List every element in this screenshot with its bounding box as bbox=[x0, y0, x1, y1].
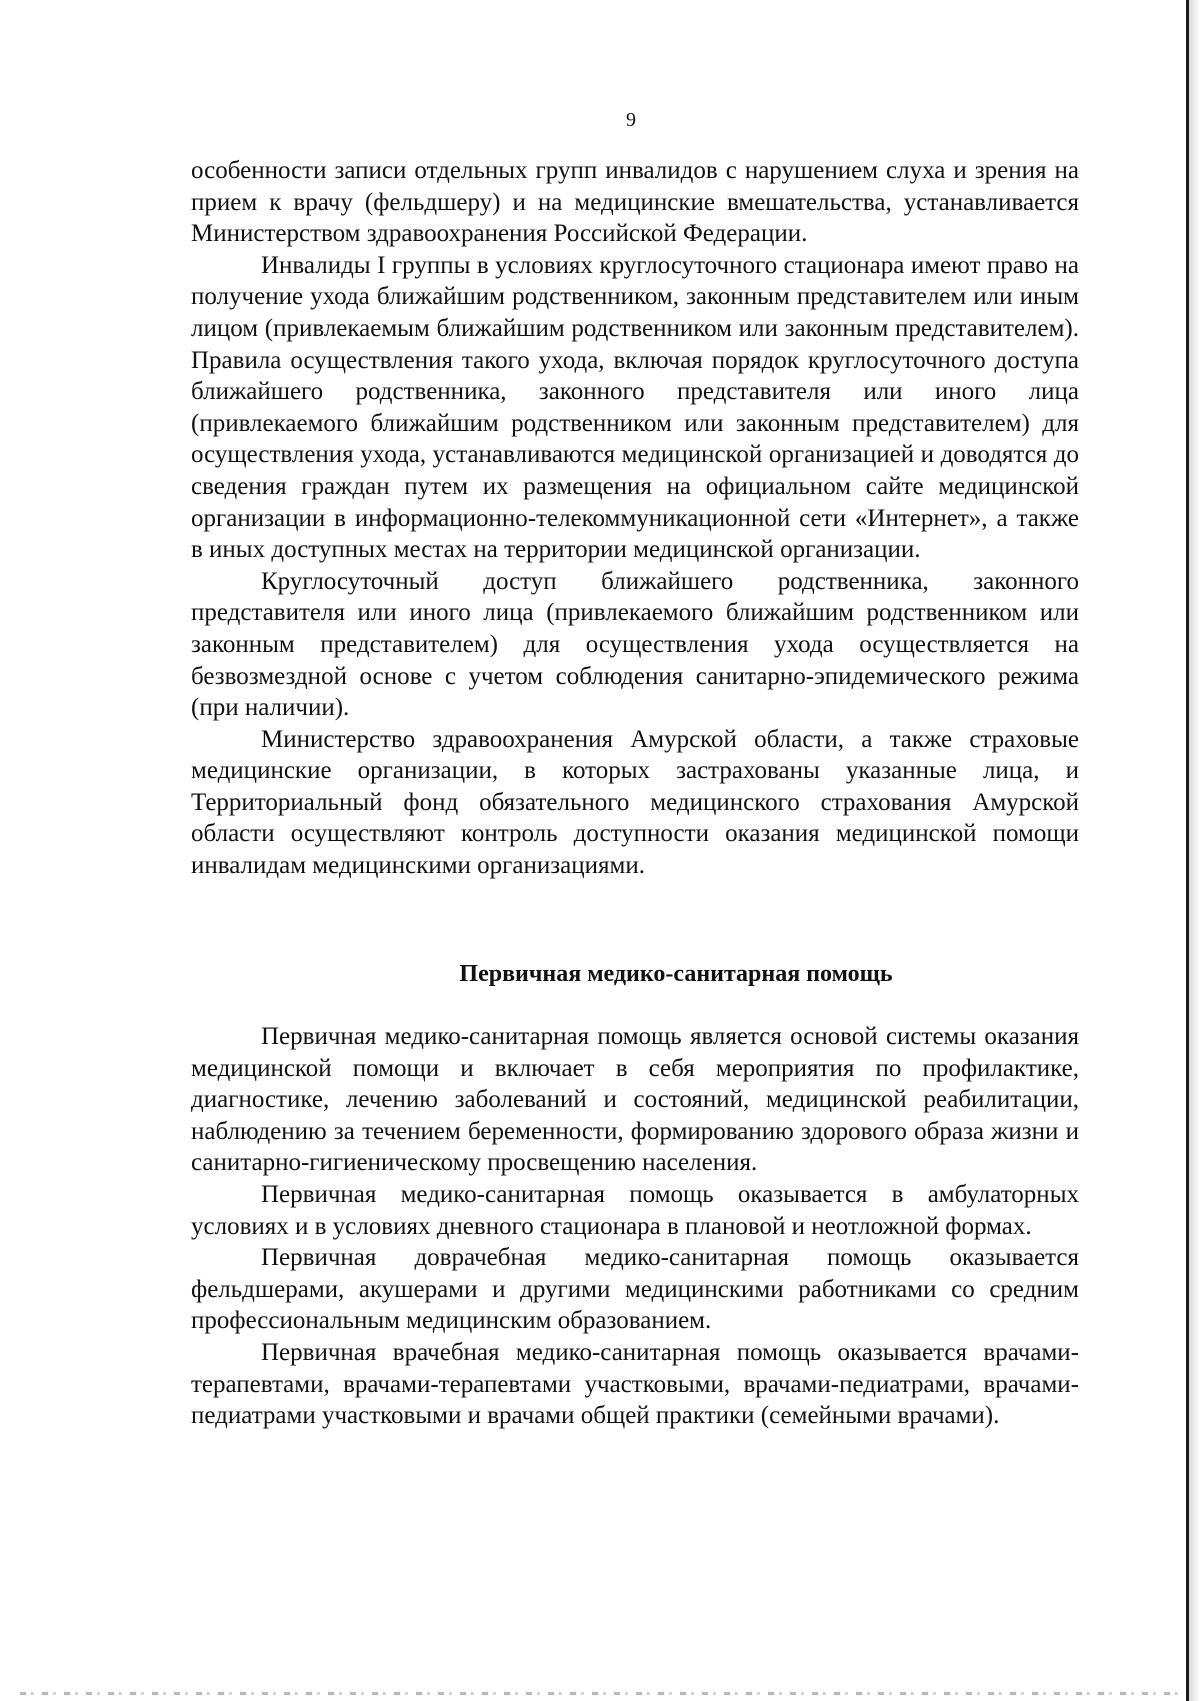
paragraph-primary-care-forms: Первичная медико-санитарная помощь оказывается в амбулаторных условиях и в условиях дневного стационара в плановой и неотложной формах. bbox=[191, 1180, 1079, 1240]
section-heading: Первичная медико-санитарная помощь bbox=[459, 961, 893, 987]
paragraph-pre-doctor-care: Первичная доврачебная медико-санитарная помощь оказывается фельдшерами, акушерами и другими медицинскими работниками со средним профессиональным медицинским образованием. bbox=[191, 1244, 1079, 1335]
paragraph-doctor-care: Первичная врачебная медико-санитарная помощь оказывается врачами-терапевтами, врачами-терапевтами участковыми, врачами-педиатрами, врачами-педиатрами участковыми и врачами общей практики (семейными врачами). bbox=[191, 1338, 1079, 1430]
page-number: 9 bbox=[626, 109, 636, 131]
paragraph-access-control: Министерство здравоохранения Амурской области, а также страховые медицинские организации, в которых застрахованы указанные лица, и Территориальный фонд обязательного медицинского страхования Амурской области осуществляют контроль доступности оказания медицинской помощи инвалидам медицинскими организациями. bbox=[191, 725, 1079, 880]
scan-edge-shadow bbox=[1189, 0, 1200, 1701]
text-block-primary-care bbox=[191, 1021, 1079, 1432]
text-block-disabled-access bbox=[191, 155, 1079, 882]
paragraph-primary-care-definition: Первичная медико-санитарная помощь является основой системы оказания медицинской помощи и включает в себя мероприятия по профилактике, диагностике, лечению заболеваний и состояний, медицинской реабилитации, наблюдению за течением беременности, формированию здорового образа жизни и санитарно-гигиеническому просвещению населения. bbox=[191, 1023, 1079, 1177]
paragraph-continuation: особенности записи отдельных групп инвалидов с нарушением слуха и зрения на прием к врачу (фельдшеру) и на медицинские вмешательства, устанавливается Министерством здравоохранения Российской Федерации. bbox=[191, 157, 1079, 248]
scan-bottom-artifact bbox=[20, 1692, 1180, 1695]
paragraph-inpatient-care: Инвалиды I группы в условиях круглосуточного стационара имеют право на получение ухода ближайшим родственником, законным представителем или иным лицом (привлекаемым ближайшим родственником или законным представителем). Правила осуществления такого ухода, включая порядок круглосуточного доступа ближайшего родственника, законного представителя или иного лица (привлекаемого ближайшим родственником или законным представителем) для осуществления ухода, устанавливаются медицинской организацией и доводятся до сведения граждан путем их размещения на официальном сайте медицинской организации в информационно-телекоммуникационной сети «Интернет», а также в иных доступных местах на территории медицинской организации. bbox=[191, 251, 1079, 564]
paragraph-round-the-clock-access: Круглосуточный доступ ближайшего родственника, законного представителя или иного лица (привлекаемого ближайшим родственником или законным представителем) для осуществления ухода осуществляется на безвозмездной основе с учетом соблюдения санитарно-эпидемического режима (при наличии). bbox=[191, 567, 1079, 722]
